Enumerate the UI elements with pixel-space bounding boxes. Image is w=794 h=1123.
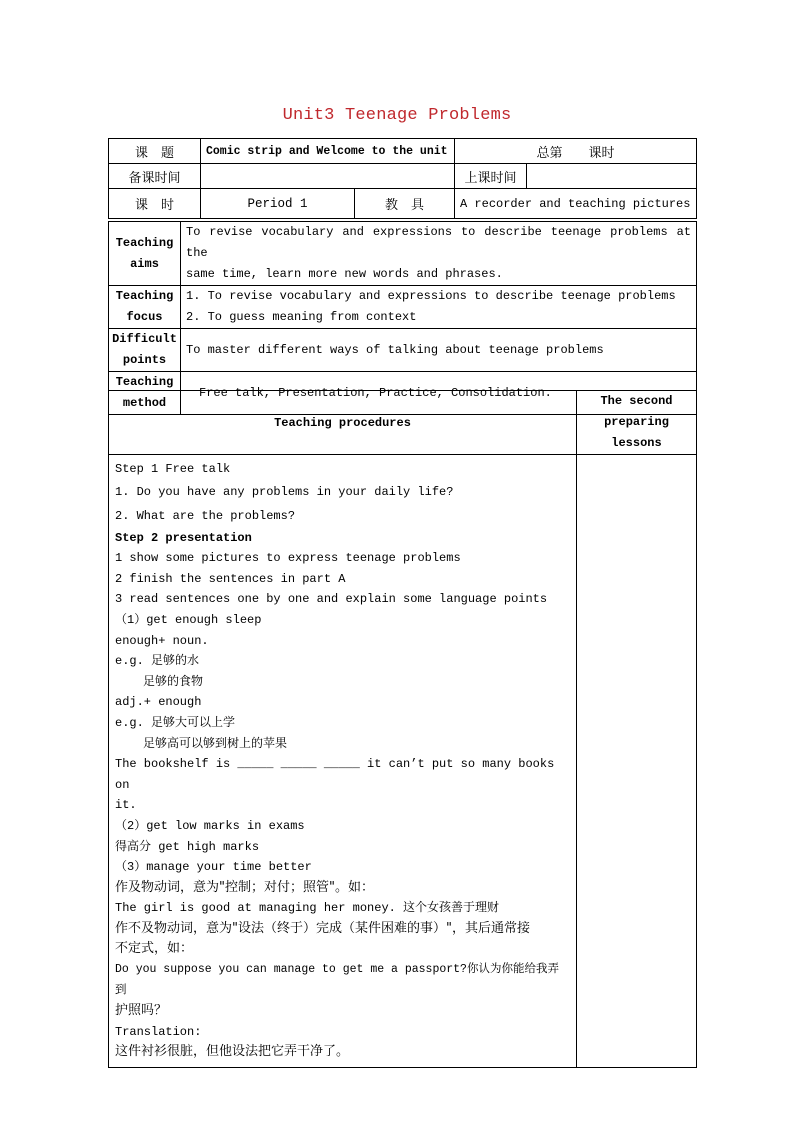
procedure-line: 1. Do you have any problems in your daily life? — [115, 484, 454, 499]
teaching-aims-label: Teaching aims — [109, 222, 181, 286]
procedures-body — [109, 455, 577, 1068]
topic-label: 课 题 — [109, 139, 201, 164]
teaching-aims-line: same time, learn more new words and phrases. — [186, 267, 503, 281]
procedure-line: 得高分 get high marks — [115, 839, 260, 854]
teaching-aids-label: 教 具 — [355, 189, 455, 219]
class-time-value — [527, 164, 697, 189]
total-period-label: 总第 课时 — [455, 139, 697, 164]
procedure-line: 这件衬衫很脏，但他设法把它弄干净了。 — [115, 1044, 350, 1060]
procedures-table — [108, 390, 697, 1068]
document-title: Unit3 Teenage Problems — [282, 106, 512, 125]
prep-time-label: 备课时间 — [109, 164, 201, 189]
step-heading: Step 2 presentation — [115, 530, 252, 545]
prep-time-value — [201, 164, 455, 189]
procedure-line: （1）get enough sleep — [115, 612, 262, 627]
teaching-focus-line: 2. To guess meaning from context — [186, 310, 417, 324]
procedure-line: 足够高可以够到树上的苹果 — [143, 736, 288, 751]
teaching-aims-line: To revise vocabulary and expressions to describe teenage problems at the — [186, 225, 691, 260]
teaching-focus-label: Teaching focus — [109, 286, 181, 329]
procedure-line: it. — [115, 798, 137, 813]
procedure-line: enough+ noun. — [115, 633, 209, 648]
procedure-line: Translation: — [115, 1024, 202, 1039]
teaching-aids-value: A recorder and teaching pictures — [455, 189, 697, 219]
procedure-line: （3）manage your time better — [115, 860, 312, 875]
procedure-line: 2. What are the problems? — [115, 508, 296, 523]
teaching-aims-content — [181, 222, 697, 286]
topic-value: Comic strip and Welcome to the unit — [201, 139, 455, 164]
procedure-line: Do you suppose you can manage to get me a passport?你认为你能给我弄到 — [115, 963, 559, 997]
lesson-info-table — [108, 221, 697, 415]
procedure-line: 不定式，如： — [115, 941, 194, 957]
procedures-heading: Teaching procedures — [109, 391, 577, 455]
step-heading: Step 1 Free talk — [115, 462, 231, 476]
teaching-method-content: Free talk, Presentation, Practice, Consolidation. — [181, 372, 697, 415]
procedure-line: The bookshelf is _____ _____ _____ it can’t put so many books on — [115, 757, 562, 792]
procedure-line: 2 finish the sentences in part A — [115, 571, 346, 586]
procedure-line: e.g. 足够大可以上学 — [115, 715, 236, 730]
procedure-line: 护照吗？ — [115, 1003, 168, 1019]
teaching-method-label: Teaching method — [109, 372, 181, 415]
procedure-line: e.g. 足够的水 — [115, 654, 200, 669]
second-preparing-column — [577, 455, 697, 1068]
class-time-label: 上课时间 — [455, 164, 527, 189]
teaching-focus-content — [181, 286, 697, 329]
procedure-line: The girl is good at managing her money. 这个女孩善于理财 — [115, 901, 500, 916]
period-value: Period 1 — [201, 189, 355, 219]
procedure-line: 3 read sentences one by one and explain some language points — [115, 592, 548, 607]
period-label: 课 时 — [109, 189, 201, 219]
procedure-line: （2）get low marks in exams — [115, 818, 305, 833]
procedure-line: 1 show some pictures to express teenage problems — [115, 551, 461, 566]
procedure-line: 作及物动词，意为"控制；对付；照管"。如： — [115, 879, 374, 895]
lesson-header-table — [108, 138, 697, 219]
second-preparing-heading: The second preparing lessons — [577, 391, 697, 455]
procedure-line: 足够的食物 — [143, 674, 204, 689]
procedure-line: adj.+ enough — [115, 695, 202, 710]
difficult-points-content: To master different ways of talking about teenage problems — [181, 329, 697, 372]
procedure-line: 作不及物动词，意为"设法（终于）完成（某件困难的事）"，其后通常接 — [115, 920, 530, 936]
teaching-focus-line: 1. To revise vocabulary and expressions to describe teenage problems — [186, 289, 676, 303]
difficult-points-label: Difficult points — [109, 329, 181, 372]
